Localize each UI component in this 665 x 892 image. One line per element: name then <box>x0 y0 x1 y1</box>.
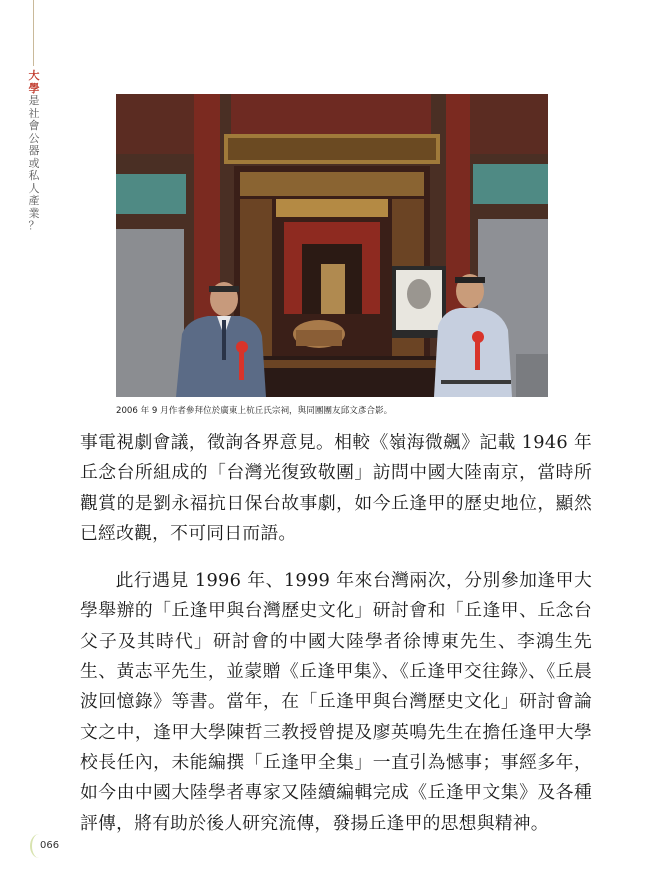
side-title-char: ？ <box>28 219 40 232</box>
side-title-char: 會 <box>28 119 40 132</box>
paragraph: 事電視劇會議，徵詢各界意見。相較《嶺海微飆》記載 1946 年丘念台所組成的「台灣光復致敬團」訪問中國大陸南京，當時所觀賞的是劉永福抗日保台故事劇，如今丘逢甲的歷史地位，顯然已經改觀，不可同日而語。 <box>80 432 592 544</box>
side-title-char: 私 <box>28 169 40 182</box>
side-title-char: 公 <box>28 131 40 145</box>
side-title-char: 或 <box>28 156 40 170</box>
photo-illustration <box>116 94 548 397</box>
page-number-text: 066 <box>40 840 60 851</box>
photo-caption: 2006 年 9 月作者參拜位於廣東上杭丘氏宗祠，與同團團友邱文彥合影。 <box>116 406 393 416</box>
side-title-char: 產 <box>28 194 40 207</box>
page-number <box>30 840 59 851</box>
side-title-char: 是 <box>28 94 40 107</box>
side-title-char: 學 <box>28 81 40 95</box>
paragraph: 此行遇見 1996 年、1999 年來台灣兩次，分別參加逢甲大學舉辦的「丘逢甲與台灣歷史文化」研討會和「丘逢甲、丘念台父子及其時代」研討會的中國大陸學者徐博東先生、李鴻生先生、黃志平先生，並蒙贈《丘逢甲集》、《丘逢甲交往錄》、《丘晨波回憶錄》等書。當年，在「丘逢甲與台灣歷史文化」研討會論文之中，逢甲大學陳哲三教授曾提及廖英鳴先生在擔任逢甲大學校長任內，未能編撰「丘逢甲全集」一直引為憾事；事經多年，如今由中國大陸學者專家又陸續編輯完成《丘逢甲文集》及各種評傳，將有助於後人研究流傳，發揚丘逢甲的思想與精神。 <box>80 570 592 834</box>
running-chapter-title <box>26 70 42 233</box>
side-title-char: 業 <box>28 206 40 220</box>
side-title-char: 器 <box>28 144 40 157</box>
page-number-ornament <box>30 834 48 858</box>
side-title-char: 人 <box>28 181 40 195</box>
side-rule <box>33 0 34 66</box>
side-title-char: 社 <box>28 106 40 120</box>
body-text <box>80 428 592 839</box>
side-title-char: 大 <box>28 69 40 82</box>
ancestral-hall-photo <box>116 94 548 397</box>
